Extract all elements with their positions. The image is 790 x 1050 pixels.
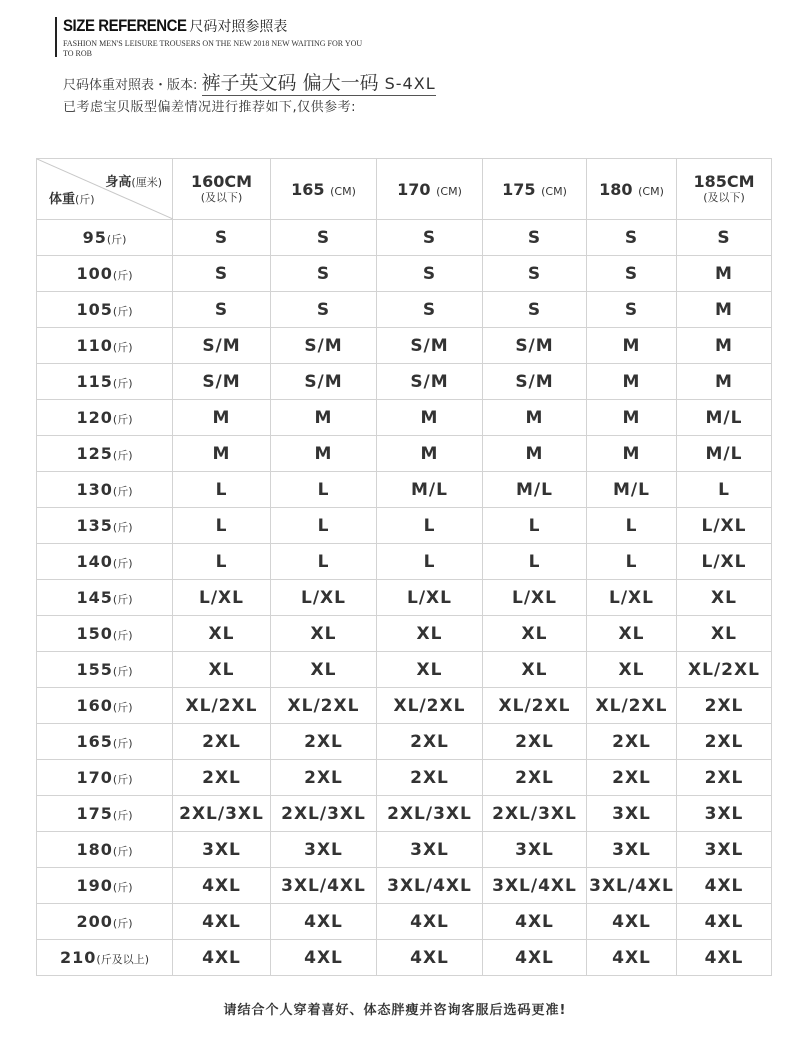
weight-unit: (斤) bbox=[112, 881, 133, 894]
weight-unit: (斤) bbox=[112, 701, 133, 714]
size-cell: S bbox=[377, 256, 483, 292]
size-cell: XL bbox=[483, 652, 587, 688]
weight-cell bbox=[37, 472, 173, 508]
size-cell: 3XL bbox=[677, 796, 772, 832]
height-column-header bbox=[173, 159, 271, 220]
height-unit: (CM) bbox=[638, 184, 664, 198]
size-cell: L bbox=[677, 472, 772, 508]
weight-value: 150 bbox=[76, 624, 113, 643]
weight-unit: (斤) bbox=[112, 557, 133, 570]
table-row bbox=[37, 652, 772, 688]
corner-height-text: 身高 bbox=[105, 175, 132, 190]
size-cell: 4XL bbox=[587, 904, 677, 940]
weight-unit: (斤) bbox=[112, 521, 133, 534]
size-cell: S bbox=[377, 292, 483, 328]
weight-value: 130 bbox=[76, 480, 113, 499]
weight-unit: (斤) bbox=[112, 629, 133, 642]
weight-value: 135 bbox=[76, 516, 113, 535]
size-cell: 3XL/4XL bbox=[483, 868, 587, 904]
size-cell: S bbox=[271, 256, 377, 292]
size-cell: 4XL bbox=[173, 904, 271, 940]
size-cell: 2XL bbox=[377, 760, 483, 796]
footer-note: 请结合个人穿着喜好、体态胖瘦并咨询客服后选码更准! bbox=[223, 1003, 567, 1018]
weight-cell bbox=[37, 796, 173, 832]
size-cell: 3XL/4XL bbox=[271, 868, 377, 904]
size-cell: M bbox=[677, 364, 772, 400]
size-cell: XL bbox=[271, 652, 377, 688]
table-row bbox=[37, 256, 772, 292]
height-unit: (CM) bbox=[436, 184, 462, 198]
size-cell: S bbox=[677, 220, 772, 256]
size-cell: 4XL bbox=[587, 940, 677, 976]
size-cell: 2XL bbox=[587, 760, 677, 796]
weight-cell bbox=[37, 328, 173, 364]
size-cell: L bbox=[271, 544, 377, 580]
weight-unit: (斤) bbox=[112, 269, 133, 282]
size-cell: 2XL bbox=[271, 724, 377, 760]
table-corner-cell bbox=[37, 159, 173, 220]
version-range: S-4XL bbox=[384, 74, 436, 93]
size-cell: L bbox=[173, 472, 271, 508]
size-cell: 2XL bbox=[173, 760, 271, 796]
size-cell: 2XL bbox=[377, 724, 483, 760]
size-cell: S/M bbox=[173, 364, 271, 400]
weight-value: 170 bbox=[76, 768, 113, 787]
weight-value: 180 bbox=[76, 840, 113, 859]
size-cell: L/XL bbox=[483, 580, 587, 616]
size-cell: M bbox=[173, 436, 271, 472]
size-cell: 2XL bbox=[483, 724, 587, 760]
size-cell: L bbox=[173, 544, 271, 580]
size-cell: S bbox=[587, 256, 677, 292]
size-cell: XL bbox=[271, 616, 377, 652]
weight-value: 210 bbox=[60, 948, 97, 967]
size-cell: XL bbox=[173, 616, 271, 652]
size-cell: L bbox=[377, 544, 483, 580]
height-sub: (及以下) bbox=[200, 191, 243, 204]
size-cell: 3XL bbox=[483, 832, 587, 868]
size-cell: XL/2XL bbox=[483, 688, 587, 724]
size-cell: 3XL bbox=[587, 796, 677, 832]
size-cell: M bbox=[483, 400, 587, 436]
height-column-header bbox=[587, 159, 677, 220]
size-cell: M bbox=[483, 436, 587, 472]
weight-value: 110 bbox=[76, 336, 113, 355]
weight-cell bbox=[37, 400, 173, 436]
size-cell: L bbox=[377, 508, 483, 544]
size-cell: XL bbox=[587, 616, 677, 652]
weight-cell bbox=[37, 652, 173, 688]
size-cell: 2XL bbox=[483, 760, 587, 796]
size-cell: S bbox=[587, 292, 677, 328]
weight-unit: (斤) bbox=[112, 665, 133, 678]
weight-unit: (斤) bbox=[112, 593, 133, 606]
weight-value: 145 bbox=[76, 588, 113, 607]
corner-height-unit: (厘米) bbox=[131, 176, 162, 189]
size-cell: 2XL/3XL bbox=[377, 796, 483, 832]
weight-cell bbox=[37, 832, 173, 868]
size-cell: M/L bbox=[677, 400, 772, 436]
version-value-text: 裤子英文码 偏大一码 bbox=[201, 72, 379, 94]
weight-cell bbox=[37, 724, 173, 760]
size-cell: M bbox=[587, 364, 677, 400]
size-cell: 2XL bbox=[587, 724, 677, 760]
size-cell: S bbox=[173, 292, 271, 328]
page-subtitle: FASHION MEN'S LEISURE TROUSERS ON THE NEW 2018 NEW WAITING FOR YOU TO ROB bbox=[63, 39, 363, 58]
size-cell: XL bbox=[377, 616, 483, 652]
height-value: 185CM bbox=[693, 172, 755, 191]
weight-unit: (斤) bbox=[112, 917, 133, 930]
size-cell: M bbox=[587, 400, 677, 436]
weight-value: 160 bbox=[76, 696, 113, 715]
size-cell: 3XL bbox=[173, 832, 271, 868]
weight-value: 100 bbox=[76, 264, 113, 283]
size-cell: XL/2XL bbox=[677, 652, 772, 688]
size-cell: S bbox=[173, 256, 271, 292]
size-cell: S bbox=[271, 220, 377, 256]
height-sub: (及以下) bbox=[703, 191, 745, 204]
weight-unit: (斤) bbox=[112, 845, 133, 858]
height-unit: (CM) bbox=[541, 184, 567, 198]
table-row bbox=[37, 292, 772, 328]
size-cell: S bbox=[271, 292, 377, 328]
size-cell: M bbox=[587, 328, 677, 364]
size-cell: L/XL bbox=[173, 580, 271, 616]
height-column-header bbox=[677, 159, 772, 220]
size-cell: S/M bbox=[377, 364, 483, 400]
size-cell: 2XL bbox=[677, 760, 772, 796]
size-cell: 2XL bbox=[173, 724, 271, 760]
table-row bbox=[37, 544, 772, 580]
size-cell: 4XL bbox=[271, 904, 377, 940]
weight-value: 175 bbox=[76, 804, 113, 823]
height-column-header bbox=[271, 159, 377, 220]
size-cell: L/XL bbox=[587, 580, 677, 616]
size-cell: S bbox=[173, 220, 271, 256]
weight-unit: (斤) bbox=[112, 773, 133, 786]
size-cell: L bbox=[483, 508, 587, 544]
weight-unit: (斤) bbox=[112, 413, 133, 426]
corner-weight-unit: (斤) bbox=[75, 193, 95, 206]
size-cell: 2XL/3XL bbox=[271, 796, 377, 832]
size-cell: S/M bbox=[271, 364, 377, 400]
size-cell: 3XL bbox=[377, 832, 483, 868]
size-cell: XL/2XL bbox=[377, 688, 483, 724]
size-cell: S/M bbox=[483, 364, 587, 400]
size-cell: M bbox=[377, 400, 483, 436]
table-row bbox=[37, 508, 772, 544]
weight-cell bbox=[37, 292, 173, 328]
weight-cell bbox=[37, 436, 173, 472]
size-cell: 3XL bbox=[271, 832, 377, 868]
size-cell: M bbox=[173, 400, 271, 436]
size-cell: 4XL bbox=[483, 904, 587, 940]
weight-unit: (斤) bbox=[112, 809, 133, 822]
size-cell: L bbox=[173, 508, 271, 544]
size-cell: M/L bbox=[377, 472, 483, 508]
corner-weight-text: 体重 bbox=[49, 192, 76, 207]
size-cell: 2XL bbox=[677, 688, 772, 724]
size-cell: M bbox=[271, 400, 377, 436]
size-cell: 3XL bbox=[587, 832, 677, 868]
size-cell: L/XL bbox=[677, 544, 772, 580]
size-cell: M bbox=[377, 436, 483, 472]
size-cell: 3XL bbox=[677, 832, 772, 868]
weight-value: 200 bbox=[76, 912, 113, 931]
size-cell: M bbox=[677, 328, 772, 364]
size-cell: S bbox=[483, 220, 587, 256]
size-cell: XL/2XL bbox=[587, 688, 677, 724]
title-chinese: 尺码对照参照表 bbox=[189, 19, 288, 35]
table-row bbox=[37, 868, 772, 904]
size-cell: XL bbox=[377, 652, 483, 688]
table-row bbox=[37, 400, 772, 436]
size-cell: 2XL/3XL bbox=[173, 796, 271, 832]
weight-value: 95 bbox=[82, 228, 107, 247]
size-cell: S/M bbox=[377, 328, 483, 364]
table-row bbox=[37, 724, 772, 760]
table-row bbox=[37, 904, 772, 940]
recommendation-note: 已考虑宝贝版型偏差情况进行推荐如下,仅供参考: bbox=[63, 100, 357, 115]
table-row bbox=[37, 796, 772, 832]
height-column-header bbox=[483, 159, 587, 220]
weight-cell bbox=[37, 940, 173, 976]
size-cell: S/M bbox=[173, 328, 271, 364]
size-cell: 2XL bbox=[271, 760, 377, 796]
size-cell: L bbox=[587, 544, 677, 580]
size-cell: 4XL bbox=[271, 940, 377, 976]
height-value: 170 bbox=[397, 179, 431, 199]
height-value: 160CM bbox=[190, 172, 253, 191]
size-cell: S bbox=[483, 292, 587, 328]
weight-value: 105 bbox=[76, 300, 113, 319]
table-body bbox=[37, 220, 772, 976]
height-value: 175 bbox=[502, 179, 536, 199]
version-line bbox=[63, 68, 436, 95]
page-title bbox=[63, 16, 287, 36]
size-cell: 2XL bbox=[677, 724, 772, 760]
weight-cell bbox=[37, 220, 173, 256]
table-row bbox=[37, 688, 772, 724]
version-label: 尺码体重对照表・版本: bbox=[63, 78, 198, 93]
weight-unit: (斤及以上) bbox=[96, 953, 149, 966]
table-header-row bbox=[37, 159, 772, 220]
size-cell: 4XL bbox=[677, 868, 772, 904]
weight-cell bbox=[37, 364, 173, 400]
size-cell: XL bbox=[483, 616, 587, 652]
weight-unit: (斤) bbox=[112, 485, 133, 498]
weight-cell bbox=[37, 544, 173, 580]
size-cell: L/XL bbox=[377, 580, 483, 616]
size-table bbox=[36, 158, 772, 976]
size-cell: M bbox=[271, 436, 377, 472]
weight-unit: (斤) bbox=[112, 449, 133, 462]
table-row bbox=[37, 832, 772, 868]
table-row bbox=[37, 940, 772, 976]
size-cell: L/XL bbox=[677, 508, 772, 544]
size-cell: 4XL bbox=[677, 904, 772, 940]
table-row bbox=[37, 580, 772, 616]
height-unit: (CM) bbox=[330, 184, 356, 198]
header-accent-bar bbox=[55, 17, 57, 57]
table-row bbox=[37, 436, 772, 472]
size-cell: 4XL bbox=[677, 940, 772, 976]
size-cell: L bbox=[271, 508, 377, 544]
size-cell: XL bbox=[677, 580, 772, 616]
size-cell: S/M bbox=[271, 328, 377, 364]
weight-unit: (斤) bbox=[106, 233, 127, 246]
size-cell: 2XL/3XL bbox=[483, 796, 587, 832]
weight-cell bbox=[37, 868, 173, 904]
table-row bbox=[37, 616, 772, 652]
corner-weight-label bbox=[49, 188, 95, 207]
weight-cell bbox=[37, 904, 173, 940]
size-cell: S bbox=[587, 220, 677, 256]
size-cell: 4XL bbox=[483, 940, 587, 976]
weight-value: 120 bbox=[76, 408, 113, 427]
size-cell: XL bbox=[173, 652, 271, 688]
weight-value: 115 bbox=[76, 372, 113, 391]
weight-cell bbox=[37, 580, 173, 616]
size-cell: XL bbox=[677, 616, 772, 652]
weight-cell bbox=[37, 508, 173, 544]
weight-value: 125 bbox=[76, 444, 113, 463]
weight-cell bbox=[37, 760, 173, 796]
size-cell: L bbox=[271, 472, 377, 508]
weight-unit: (斤) bbox=[112, 305, 133, 318]
size-cell: M/L bbox=[587, 472, 677, 508]
size-cell: M/L bbox=[677, 436, 772, 472]
title-english: SIZE REFERENCE bbox=[63, 16, 187, 35]
table-row bbox=[37, 328, 772, 364]
weight-unit: (斤) bbox=[112, 377, 133, 390]
height-value: 165 bbox=[291, 179, 325, 199]
size-cell: 4XL bbox=[173, 940, 271, 976]
table-row bbox=[37, 220, 772, 256]
weight-cell bbox=[37, 688, 173, 724]
size-cell: M bbox=[677, 256, 772, 292]
size-cell: S/M bbox=[483, 328, 587, 364]
size-cell: 4XL bbox=[377, 904, 483, 940]
weight-value: 140 bbox=[76, 552, 113, 571]
table-row bbox=[37, 472, 772, 508]
weight-cell bbox=[37, 616, 173, 652]
size-cell: L/XL bbox=[271, 580, 377, 616]
weight-value: 165 bbox=[76, 732, 113, 751]
size-cell: XL/2XL bbox=[271, 688, 377, 724]
size-cell: 3XL/4XL bbox=[377, 868, 483, 904]
weight-value: 155 bbox=[76, 660, 113, 679]
height-value: 180 bbox=[599, 179, 633, 199]
size-cell: S bbox=[483, 256, 587, 292]
table-row bbox=[37, 760, 772, 796]
size-cell: M/L bbox=[483, 472, 587, 508]
size-cell: XL bbox=[587, 652, 677, 688]
size-cell: L bbox=[587, 508, 677, 544]
weight-unit: (斤) bbox=[112, 341, 133, 354]
corner-height-label bbox=[105, 171, 162, 190]
size-cell: S bbox=[377, 220, 483, 256]
height-column-header bbox=[377, 159, 483, 220]
size-cell: M bbox=[587, 436, 677, 472]
weight-unit: (斤) bbox=[112, 737, 133, 750]
size-cell: M bbox=[677, 292, 772, 328]
table-row bbox=[37, 364, 772, 400]
size-cell: 3XL/4XL bbox=[587, 868, 677, 904]
size-cell: XL/2XL bbox=[173, 688, 271, 724]
size-cell: 4XL bbox=[173, 868, 271, 904]
weight-cell bbox=[37, 256, 173, 292]
size-cell: L bbox=[483, 544, 587, 580]
version-value bbox=[202, 72, 436, 96]
size-cell: 4XL bbox=[377, 940, 483, 976]
weight-value: 190 bbox=[76, 876, 113, 895]
